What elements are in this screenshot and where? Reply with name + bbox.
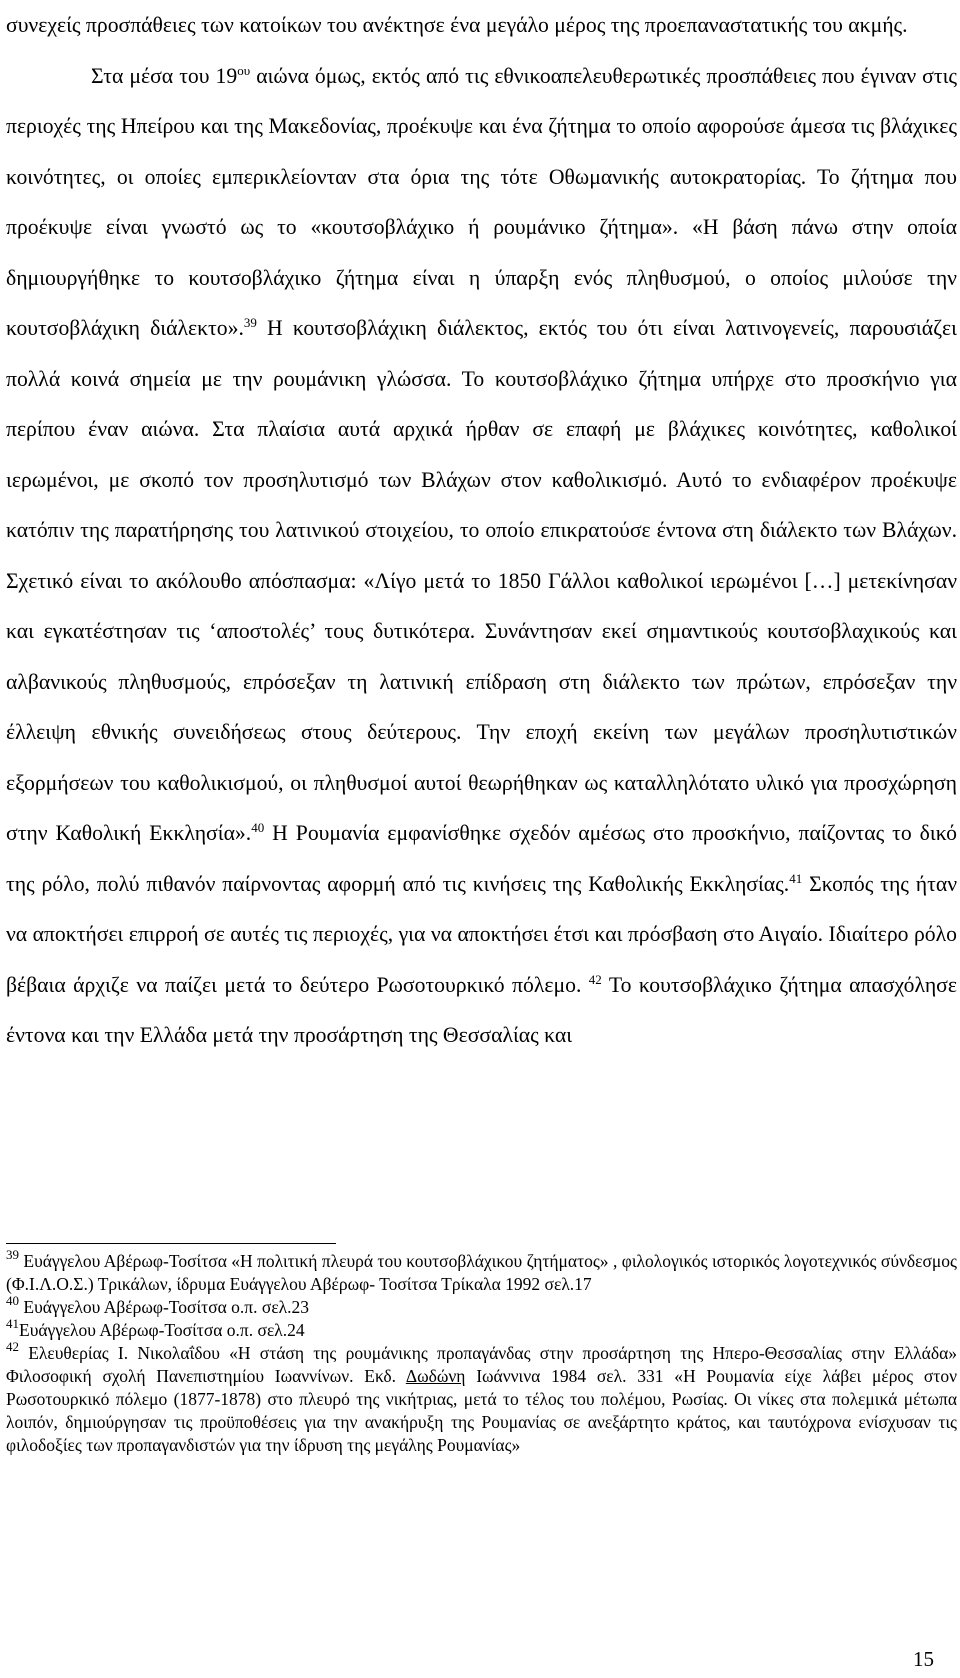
main-text: [6, 0, 957, 1061]
footnote-number-41: 41: [6, 1316, 19, 1331]
footnote-number-40: 40: [6, 1293, 19, 1308]
paragraph-2: [6, 51, 957, 1061]
footnotes: [6, 1247, 957, 1457]
footnote-number-42: 42: [6, 1339, 19, 1354]
footnote-40-text: Ευάγγελου Αβέρωφ-Τοσίτσα ο.π. σελ.23: [19, 1297, 310, 1317]
footnote-ref-41[interactable]: 41: [789, 870, 803, 886]
footnote-42: [6, 1339, 957, 1457]
footnote-42-text: Ελευθερίας Ι. Νικολαΐδου «Η στάση της ρουμάνικης προπαγάνδας στην προσάρτηση της Ηπερο-Θεσσαλίας στην Ελλάδα» Φιλοσοφική σχολή Πανεπιστημίου Ιωαννίνων. Εκδ.: [6, 1343, 957, 1386]
footnote-ref-39[interactable]: 39: [243, 315, 257, 330]
paragraph-2-text-f: Το κουτσοβλάχικο ζήτημα απασχόλησε έντονα και την Ελλάδα μετά την προσάρτηση της Θεσσαλίας και: [6, 972, 957, 1047]
paragraph-2-text-a: Στα μέσα του 19: [91, 63, 238, 88]
footnote-41-text: Ευάγγελου Αβέρωφ-Τοσίτσα ο.π. σελ.24: [19, 1320, 305, 1340]
paragraph-2-text-e: Σκοπός της ήταν να αποκτήσει επιρροή σε αυτές τις περιοχές, για να αποκτήσει έτσι και πρόσβαση στο Αιγαίο. Ιδιαίτερο ρόλο βέβαια άρχιζε να παίζει μετά το δεύτερο Ρωσοτουρκικό πόλεμο.: [6, 871, 958, 997]
paragraph-2-text-d: Η Ρουμανία εμφανίσθηκε σχεδόν αμέσως στο προσκήνιο, παίζοντας το δικό της ρόλο, πολύ πιθανόν παίρνοντας αφορμή από τις κινήσεις της Καθολικής Εκκλησίας.: [6, 821, 957, 896]
footnote-separator: [6, 1243, 336, 1244]
paragraph-2-text-c: Η κουτσοβλάχικη διάλεκτος, εκτός του ότι είναι λατινογενείς, παρουσιάζει πολλά κοινά σημεία με την ρουμάνικη γλώσσα. Το κουτσοβλάχικο ζήτημα υπήρχε στο προσκήνιο για περίπου έναν αιώνα. Στα πλαίσια αυτά αρχικά ήρθαν σε επαφή με βλάχικες κοινότητες, καθολικοί ιερωμένοι, με σκοπό τον προσηλυτισμό των Βλάχων στον καθολικισμό. Αυτό το ενδιαφέρον προέκυψε κατόπιν της παρατήρησης του λατινικού στοιχείου, το οποίο επικρατούσε έντονα στη διάλεκτο των Βλάχων. Σχετικό είναι το ακόλουθο απόσπασμα: «Λίγο μετά το 1850 Γάλλοι καθολικοί ιερωμένοι […] μετεκίνησαν και εγκατέστησαν τις ‘αποστολές’ τους δυτικότερα. Συνάντησαν εκεί σημαντικούς κουτσοβλαχικούς και αλβανικούς πληθυσμούς, επρόσεξαν τη λατινική επίδραση στη διάλεκτο των πρώτων, επρόσεξαν την έλλειψη εθνικής συνειδήσεως στους δεύτερους. Την εποχή εκείνη των μεγάλων προσηλυτιστικών εξορμήσεων του καθολικισμού, οι πληθυσμοί αυτοί θεωρήθηκαν ως καταλληλότατο υλικό για προσχώρηση στην Καθολική Εκκλησία».: [6, 316, 957, 845]
footnote-40: [6, 1293, 957, 1319]
footnote-ref-40[interactable]: 40: [251, 820, 265, 835]
footnote-42-text-b: Ιωάννινα 1984 σελ. 331 «Η Ρουμανία είχε λάβει μέρος στον Ρωσοτουρκικό πόλεμο (1877-1878) στο πλευρό της νικήτριας, μετά το τέλος του πολέμου, Ρωσίας. Οι νίκες στα πολεμικά μέτωπα λοιπόν, δημιούργησαν τις προϋποθέσεις για την ανακήρυξη της Ρουμανίας σε ανεξάρτητο κράτος, και ταυτόχρονα ενίσχυσαν τις φιλοδοξίες των προπαγανδιστών για την ίδρυση της μεγάλης Ρουμανίας»: [6, 1366, 957, 1455]
footnote-39: [6, 1247, 957, 1296]
paragraph-2-text-b: αιώνα όμως, εκτός από τις εθνικοαπελευθερωτικές προσπάθειες που έγιναν στις περιοχές της Ηπείρου και της Μακεδονίας, προέκυψε και ένα ζήτημα το οποίο αφορούσε άμεσα τις βλάχικες κοινότητες, οι οποίες εμπερικλείονταν στα όρια της τότε Οθωμανικής αυτοκρατορίας. Το ζήτημα που προέκυψε είναι γνωστό ως το «κουτσοβλάχικο ή ρουμάνικο ζήτημα». «Η βάση πάνω στην οποία δημιουργήθηκε το κουτσοβλάχικο ζήτημα είναι η ύπαρξη ενός πληθυσμού, ο οποίος μιλούσε την κουτσοβλάχικη διάλεκτο».: [6, 63, 957, 340]
footnote-number-39: 39: [6, 1247, 19, 1262]
footnote-41: [6, 1316, 957, 1342]
footnote-39-text: Ευάγγελου Αβέρωφ-Τοσίτσα «Η πολιτική πλευρά του κουτσοβλάχικου ζητήματος» , φιλολογικός ιστορικός λογοτεχνικός σύνδεσμος (Φ.Ι.Λ.Ο.Σ.) Τρικάλων, ίδρυμα Ευάγγελου Αβέρωφ- Τοσίτσα Τρίκαλα 1992 σελ.17: [6, 1251, 957, 1294]
footnote-42-publisher: Δωδώνη: [405, 1366, 466, 1386]
page-number: 15: [913, 1647, 934, 1671]
footnote-ref-42[interactable]: 42: [588, 971, 602, 987]
ordinal-superscript: ου: [237, 62, 251, 78]
paragraph-1: [6, 0, 957, 51]
paragraph-1-text: συνεχείς προσπάθειες των κατοίκων του ανέκτησε ένα μεγάλο μέρος της προεπαναστατικής του ακμής.: [6, 13, 908, 37]
